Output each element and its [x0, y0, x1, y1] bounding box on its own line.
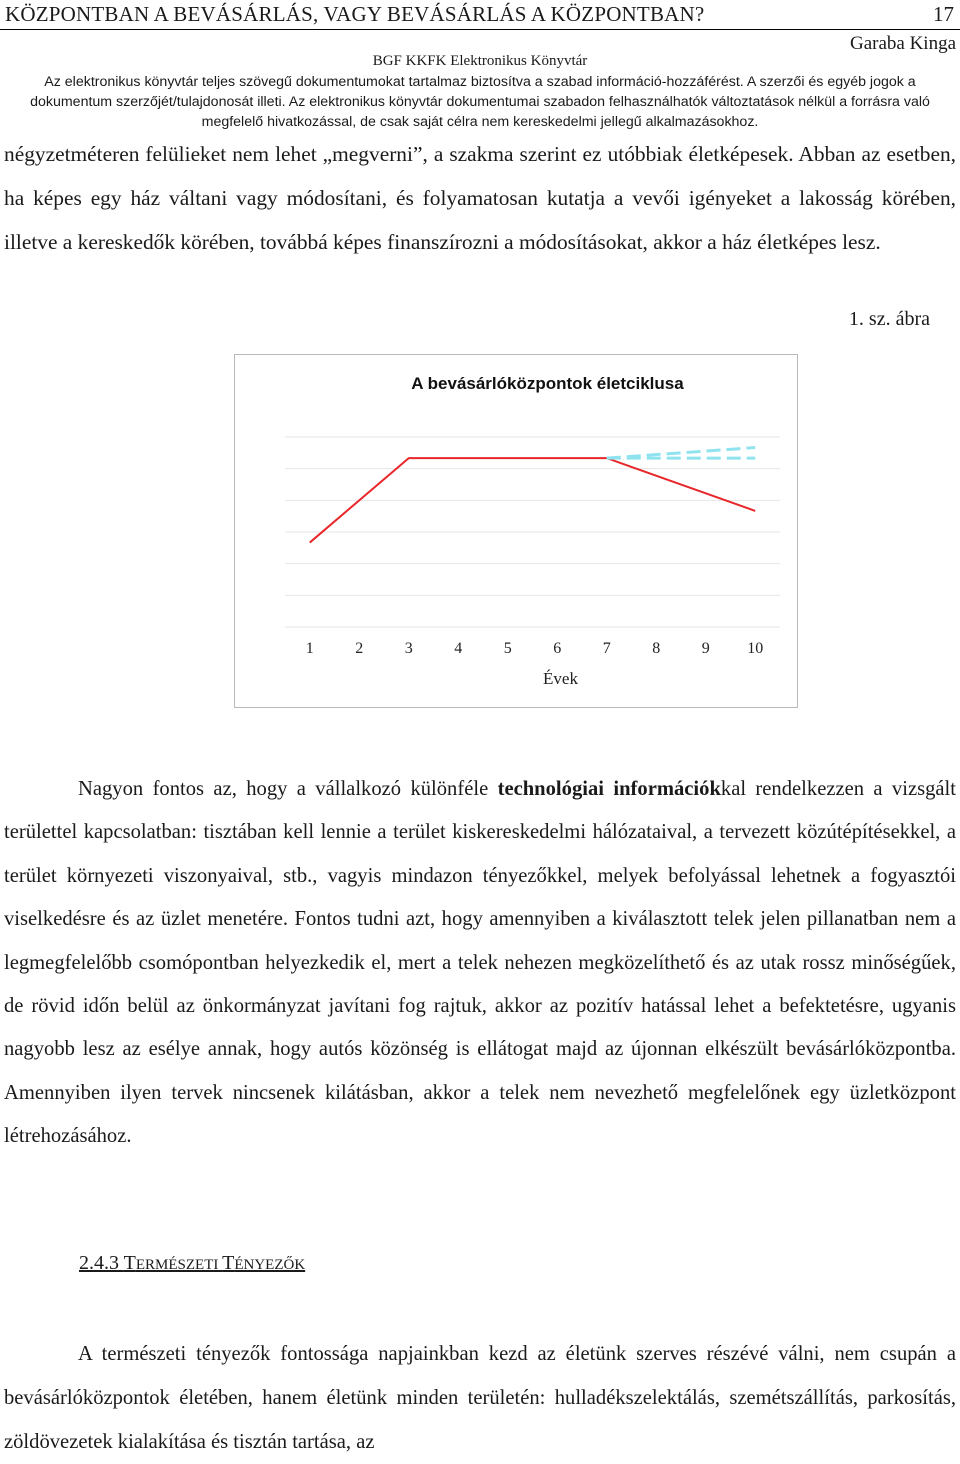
paragraph-3: A természeti tényezők fontossága napjainkban kezd az életünk szerves részévé válni, nem csupán a bevásárlóközpontok életében, hanem életünk minden területén: hulladékszelektálás, szemétszállítás, parkosítás, zöldövezetek kialakítása és tisztán tartása, az [4, 1343, 956, 1453]
x-tick-label: 10 [747, 640, 764, 657]
author-name: Garaba Kinga [849, 33, 956, 54]
chart-canvas [235, 355, 797, 707]
lifecycle-chart [234, 354, 798, 708]
library-name: BGF KKFK Elektronikus Könyvtár [372, 53, 588, 69]
x-tick-label: 2 [355, 640, 364, 657]
x-axis-label: Évek [543, 669, 578, 688]
series-line-2 [607, 448, 756, 459]
x-tick-label: 9 [701, 640, 710, 657]
paragraph-2-bold: technológiai információk [497, 778, 721, 800]
section-title-part: T [222, 1252, 235, 1274]
x-tick-label: 8 [652, 640, 661, 657]
x-tick-label: 7 [602, 640, 611, 657]
x-tick-label: 5 [503, 640, 512, 657]
paragraph-2 [4, 768, 956, 1159]
page-number: 17 [933, 2, 954, 26]
paragraph-1: négyzetméteren felülieket nem lehet „megverni”, a szakma szerint ez utóbbiak életképesek. Abban az esetben, ha képes egy ház váltani vagy módosítani, és folyamatosan kutatja a vevői igényeket a lakosság körében, illetve a kereskedők körében, továbbá képes finanszírozni a módosításokat, akkor a ház életképes lesz. [4, 142, 956, 254]
x-tick-label: 1 [305, 640, 314, 657]
document-title: KÖZPONTBAN A BEVÁSÁRLÁS, VAGY BEVÁSÁRLÁS A KÖZPONTBAN? [5, 2, 705, 26]
section-heading [79, 1252, 305, 1275]
x-tick-label: 4 [454, 640, 463, 657]
figure-label: 1. sz. ábra [848, 308, 930, 330]
x-tick-label: 3 [404, 640, 413, 657]
section-title-part: T [123, 1252, 136, 1274]
section-title-part: ERMÉSZETI [135, 1257, 223, 1273]
paragraph-2-start: Nagyon fontos az, hogy a vállalkozó különféle [78, 778, 498, 800]
paragraph-2-rest: kal rendelkezzen a vizsgált területtel kapcsolatban: tisztában kell lennie a terület kiskereskedelmi hálózataival, a tervezett közútépítésekkel, a terület környezeti viszonyaival, stb., vagyis mindazon tényezőkkel, melyek befolyással lehetnek a fogyasztói viselkedésre és az üzlet menetére. Fontos tudni azt, hogy amennyiben a kiválasztott telek jelen pillanatban nem a legmegfelelőbb csomópontban helyezkedik el, mert a telek nehezen megközelíthető és az utak rossz minőségűek, de rövid időn belül az önkormányzat javítani fog rajtuk, akkor az pozitív hatással lehet a befektetésre, ugyanis nagyobb lesz az esélye annak, hogy autós közönség is ellátogat majd az újonnan elkészült bevásárlóközpontba. Amennyiben ilyen tervek nincsenek kilátásban, akkor a telek nem nevezhető megfelelőnek egy üzletközpont létrehozásához. [4, 778, 956, 1148]
copyright-notice: Az elektronikus könyvtár teljes szövegű dokumentumokat tartalmaz biztosítva a szabad információ-hozzáférést. A szerzői és egyéb jogok a dokumentum szerzőjét/tulajdonosát illeti. Az elektronikus könyvtár dokumentumai szabadon felhasználhatók változtatások nélkül a forrásra való megfelelő hivatkozással, de csak saját célra nem kereskedelmi jellegű alkalmazásokhoz. [30, 74, 930, 130]
chart-title: A bevásárlóközpontok életciklusa [411, 374, 684, 393]
section-number: 2.4.3 [79, 1252, 124, 1274]
section-title-part: ÉNYEZŐK [234, 1257, 306, 1273]
x-tick-label: 6 [553, 640, 562, 657]
header-divider [0, 29, 960, 30]
